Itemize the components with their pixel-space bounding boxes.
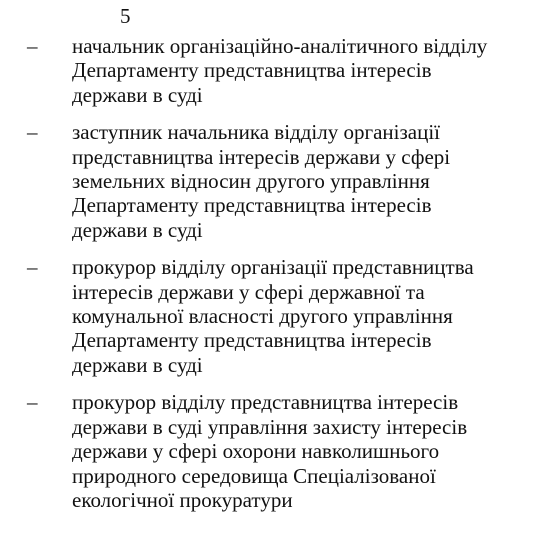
list-item (0, 34, 559, 107)
list-item-text: прокурор відділу організації представництва інтересів держави у сфері державної та комунальної власності другого управління Департаменту представництва інтересів держави в суді (72, 255, 474, 377)
dash-marker: – (27, 34, 38, 58)
dash-marker: – (27, 120, 38, 145)
position-list (0, 34, 559, 525)
list-item-text: начальник організаційно-аналітичного відділу Департаменту представництва інтересів держави в суді (72, 34, 488, 107)
dash-marker: – (27, 390, 38, 415)
list-item (0, 255, 559, 377)
list-item-text: заступник начальника відділу організації представництва інтересів держави у сфері земельних відносин другого управління Департаменту представництва інтересів держави в суді (72, 120, 451, 242)
list-item (0, 390, 559, 512)
list-item (0, 120, 559, 242)
list-item-text: прокурор відділу представництва інтересів держави в суді управління захисту інтересів держави у сфері охорони навколишнього природного середовища Спеціалізованої екологічної прокуратури (72, 390, 468, 512)
page-number: 5 (120, 4, 131, 28)
dash-marker: – (27, 255, 38, 280)
